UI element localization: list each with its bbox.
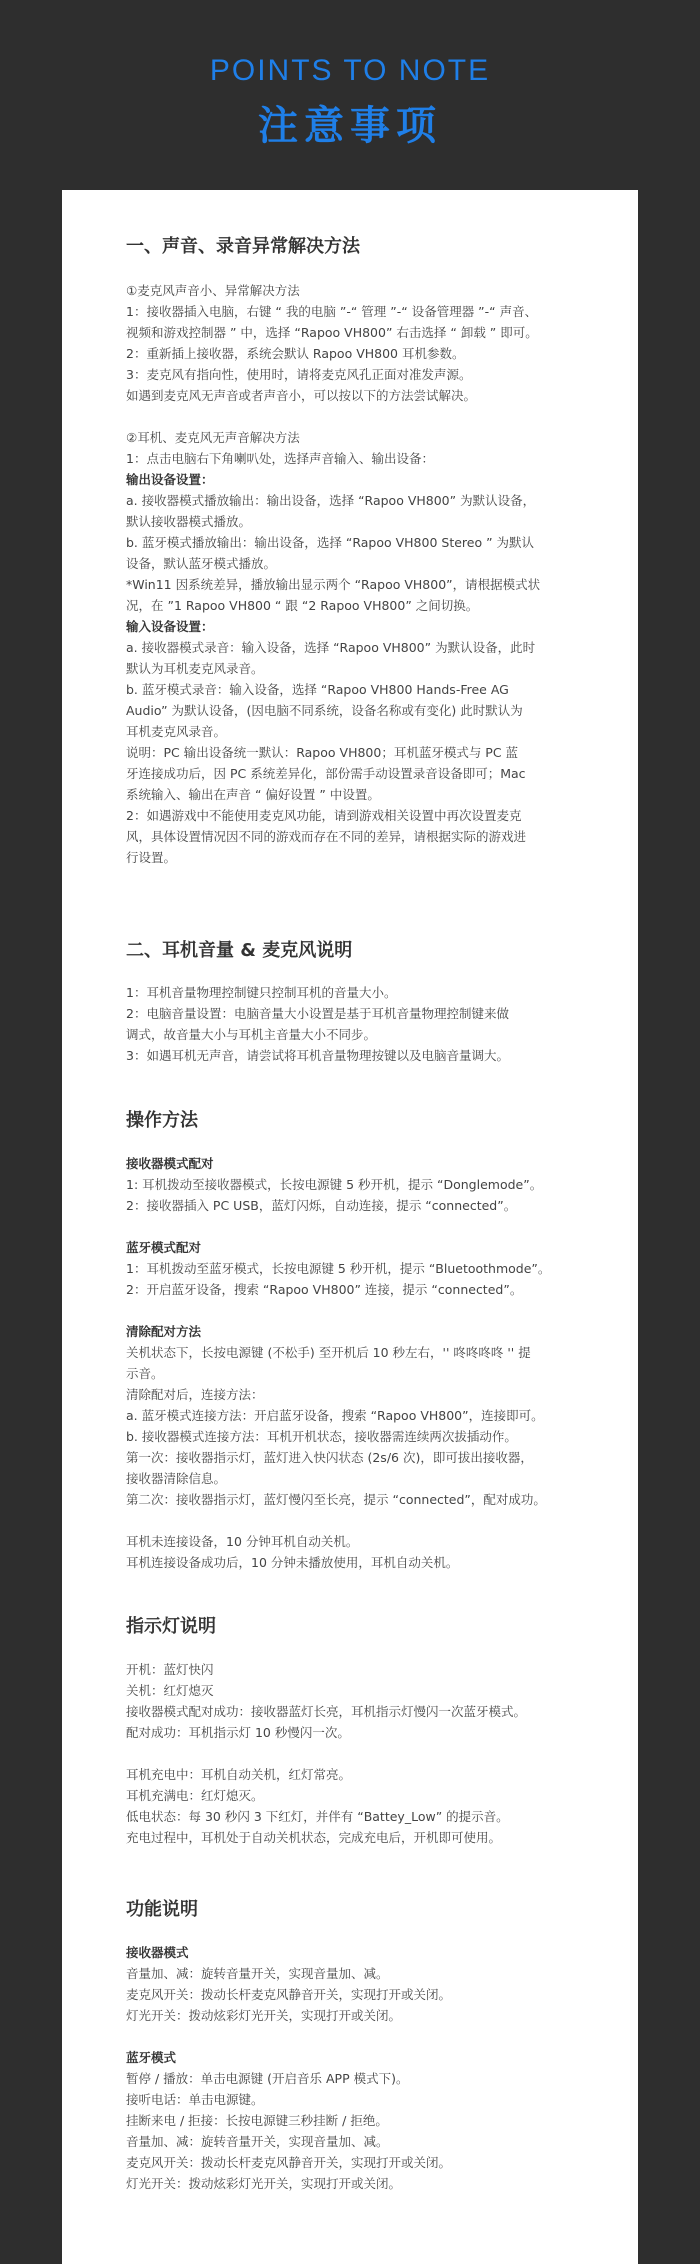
- text-line: 牙连接成功后，因 PC 系统差异化，部份需手动设置录音设备即可；Mac: [126, 766, 526, 781]
- text-line: 耳机充电中：耳机自动关机，红灯常亮。: [126, 1767, 352, 1782]
- text-line: 灯光开关：拨动炫彩灯光开关，实现打开或关闭。: [126, 2008, 402, 2023]
- spacer: [126, 406, 666, 427]
- section-title-functions: 功能说明: [126, 1899, 198, 1920]
- section-body-functions: [126, 1942, 666, 2194]
- text-line: 示音。: [126, 1366, 164, 1381]
- subheading: 蓝牙模式: [126, 2050, 177, 2065]
- text-line: 风，具体设置情况因不同的游戏而存在不同的差异，请根据实际的游戏进: [126, 829, 527, 844]
- text-line: ①麦克风声音小、异常解决方法: [126, 283, 300, 298]
- subheading: 蓝牙模式配对: [126, 1240, 202, 1255]
- text-line: 第一次：接收器指示灯，蓝灯进入快闪状态 (2s/6 次)，即可拔出接收器，: [126, 1450, 533, 1465]
- text-line: 1：耳机音量物理控制键只控制耳机的音量大小。: [126, 985, 397, 1000]
- text-line: 关机：红灯熄灭: [126, 1683, 214, 1698]
- text-line: 1：接收器插入电脑，右键 “ 我的电脑 ”-“ 管理 ”-“ 设备管理器 ”-“ 声音、: [126, 304, 538, 319]
- text-line: 视频和游戏控制器 ” 中，选择 “Rapoo VH800” 右击选择 “ 卸载 ” 即可。: [126, 325, 538, 340]
- text-line: 2：重新插上接收器，系统会默认 Rapoo VH800 耳机参数。: [126, 346, 465, 361]
- text-line: 1：点击电脑右下角喇叭处，选择声音输入、输出设备：: [126, 451, 434, 466]
- section-title-sound: 一、声音、录音异常解决方法: [126, 236, 360, 257]
- text-line: a. 接收器模式播放输出：输出设备，选择 “Rapoo VH800” 为默认设备，: [126, 493, 536, 508]
- text-line: 耳机麦克风录音。: [126, 724, 227, 739]
- text-line: 音量加、减：旋转音量开关，实现音量加、减。: [126, 2134, 389, 2149]
- section-title-volume-mic: 二、耳机音量 & 麦克风说明: [126, 940, 353, 961]
- text-line: 默认为耳机麦克风录音。: [126, 661, 264, 676]
- text-line: 耳机充满电：红灯熄灭。: [126, 1788, 264, 1803]
- text-line: b. 接收器模式连接方法：耳机开机状态，接收器需连续两次拔插动作。: [126, 1429, 517, 1444]
- text-line: a. 蓝牙模式连接方法：开启蓝牙设备，搜索 “Rapoo VH800”，连接即可。: [126, 1408, 544, 1423]
- subheading: 清除配对方法: [126, 1324, 202, 1339]
- text-line: 配对成功：耳机指示灯 10 秒慢闪一次。: [126, 1725, 350, 1740]
- text-line: 接听电话：单击电源键。: [126, 2092, 264, 2107]
- text-line: a. 接收器模式录音：输入设备，选择 “Rapoo VH800” 为默认设备，此时: [126, 640, 536, 655]
- text-line: 3：麦克风有指向性，使用时，请将麦克风孔正面对准发声源。: [126, 367, 472, 382]
- section-body-sound: [126, 280, 666, 868]
- text-line: 暂停 / 播放：单击电源键 (开启音乐 APP 模式下)。: [126, 2071, 409, 2086]
- text-line: 2：开启蓝牙设备，搜索 “Rapoo VH800” 连接，提示 “connected”。: [126, 1282, 523, 1297]
- text-line: ②耳机、麦克风无声音解决方法: [126, 430, 300, 445]
- page-title-cn: 注意事项: [258, 103, 442, 149]
- text-line: 行设置。: [126, 850, 177, 865]
- text-line: 麦克风开关：拨动长杆麦克风静音开关，实现打开或关闭。: [126, 2155, 452, 2170]
- page-title-en: POINTS TO NOTE: [209, 54, 491, 87]
- text-line: 1：耳机拨动至蓝牙模式，长按电源键 5 秒开机，提示 “Bluetoothmode”。: [126, 1261, 551, 1276]
- text-line: 2：接收器插入 PC USB，蓝灯闪烁，自动连接，提示 “connected”。: [126, 1198, 517, 1213]
- text-line: 3：如遇耳机无声音，请尝试将耳机音量物理按键以及电脑音量调大。: [126, 1048, 509, 1063]
- subheading: 输出设备设置：: [126, 472, 214, 487]
- subheading: 接收器模式配对: [126, 1156, 214, 1171]
- text-line: 低电状态：每 30 秒闪 3 下红灯，并伴有 “Battey_Low” 的提示音。: [126, 1809, 509, 1824]
- text-line: 耳机连接设备成功后，10 分钟未播放使用，耳机自动关机。: [126, 1555, 459, 1570]
- text-line: 灯光开关：拨动炫彩灯光开关，实现打开或关闭。: [126, 2176, 402, 2191]
- section-body-volume-mic: [126, 982, 666, 1066]
- text-line: 说明：PC 输出设备统一默认：Rapoo VH800；耳机蓝牙模式与 PC 蓝: [126, 745, 519, 760]
- subheading: 接收器模式: [126, 1945, 189, 1960]
- text-line: 1: 耳机拨动至接收器模式，长按电源键 5 秒开机，提示 “Donglemode”。: [126, 1177, 543, 1192]
- text-line: 开机：蓝灯快闪: [126, 1662, 214, 1677]
- text-line: 如遇到麦克风无声音或者声音小，可以按以下的方法尝试解决。: [126, 388, 477, 403]
- spacer: [126, 2026, 666, 2047]
- text-line: 音量加、减：旋转音量开关，实现音量加、减。: [126, 1966, 389, 1981]
- text-line: b. 蓝牙模式录音：输入设备，选择 “Rapoo VH800 Hands-Free AG: [126, 682, 509, 697]
- text-line: 况，在 ”1 Rapoo VH800 “ 跟 “2 Rapoo VH800” 之间切换。: [126, 598, 479, 613]
- text-line: *Win11 因系统差异，播放输出显示两个 “Rapoo VH800”，请根据模式状: [126, 577, 541, 592]
- text-line: 2：电脑音量设置：电脑音量大小设置是基于耳机音量物理控制键来做: [126, 1006, 509, 1021]
- content-card: [62, 190, 638, 2264]
- text-line: 接收器清除信息。: [126, 1471, 227, 1486]
- text-line: 关机状态下，长按电源键 (不松手) 至开机后 10 秒左右，'' 咚咚咚咚 '' 提: [126, 1345, 531, 1360]
- text-line: b. 蓝牙模式播放输出：输出设备，选择 “Rapoo VH800 Stereo ” 为默认: [126, 535, 535, 550]
- text-line: Audio” 为默认设备，(因电脑不同系统，设备名称或有变化) 此时默认为: [126, 703, 523, 718]
- text-line: 充电过程中，耳机处于自动关机状态，完成充电后，开机即可使用。: [126, 1830, 502, 1845]
- text-line: 默认接收器模式播放。: [126, 514, 252, 529]
- section-body-indicator: [126, 1659, 666, 1848]
- text-line: 第二次：接收器指示灯，蓝灯慢闪至长亮，提示 “connected”，配对成功。: [126, 1492, 546, 1507]
- text-line: 设备，默认蓝牙模式播放。: [126, 556, 277, 571]
- spacer: [126, 1216, 666, 1237]
- section-title-indicator: 指示灯说明: [126, 1616, 216, 1637]
- section-body-operation: [126, 1153, 666, 1573]
- text-line: 清除配对后，连接方法：: [126, 1387, 264, 1402]
- section-title-operation: 操作方法: [126, 1110, 198, 1131]
- text-line: 调式，故音量大小与耳机主音量大小不同步。: [126, 1027, 377, 1042]
- text-line: 挂断来电 / 拒接：长按电源键三秒挂断 / 拒绝。: [126, 2113, 388, 2128]
- text-line: 麦克风开关：拨动长杆麦克风静音开关，实现打开或关闭。: [126, 1987, 452, 2002]
- text-line: 接收器模式配对成功：接收器蓝灯长亮，耳机指示灯慢闪一次蓝牙模式。: [126, 1704, 527, 1719]
- spacer: [126, 1743, 666, 1764]
- subheading: 输入设备设置：: [126, 619, 214, 634]
- text-line: 系统输入、输出在声音 “ 偏好设置 ” 中设置。: [126, 787, 380, 802]
- spacer: [126, 1510, 666, 1531]
- spacer: [126, 1300, 666, 1321]
- text-line: 耳机未连接设备，10 分钟耳机自动关机。: [126, 1534, 359, 1549]
- text-line: 2：如遇游戏中不能使用麦克风功能，请到游戏相关设置中再次设置麦克: [126, 808, 522, 823]
